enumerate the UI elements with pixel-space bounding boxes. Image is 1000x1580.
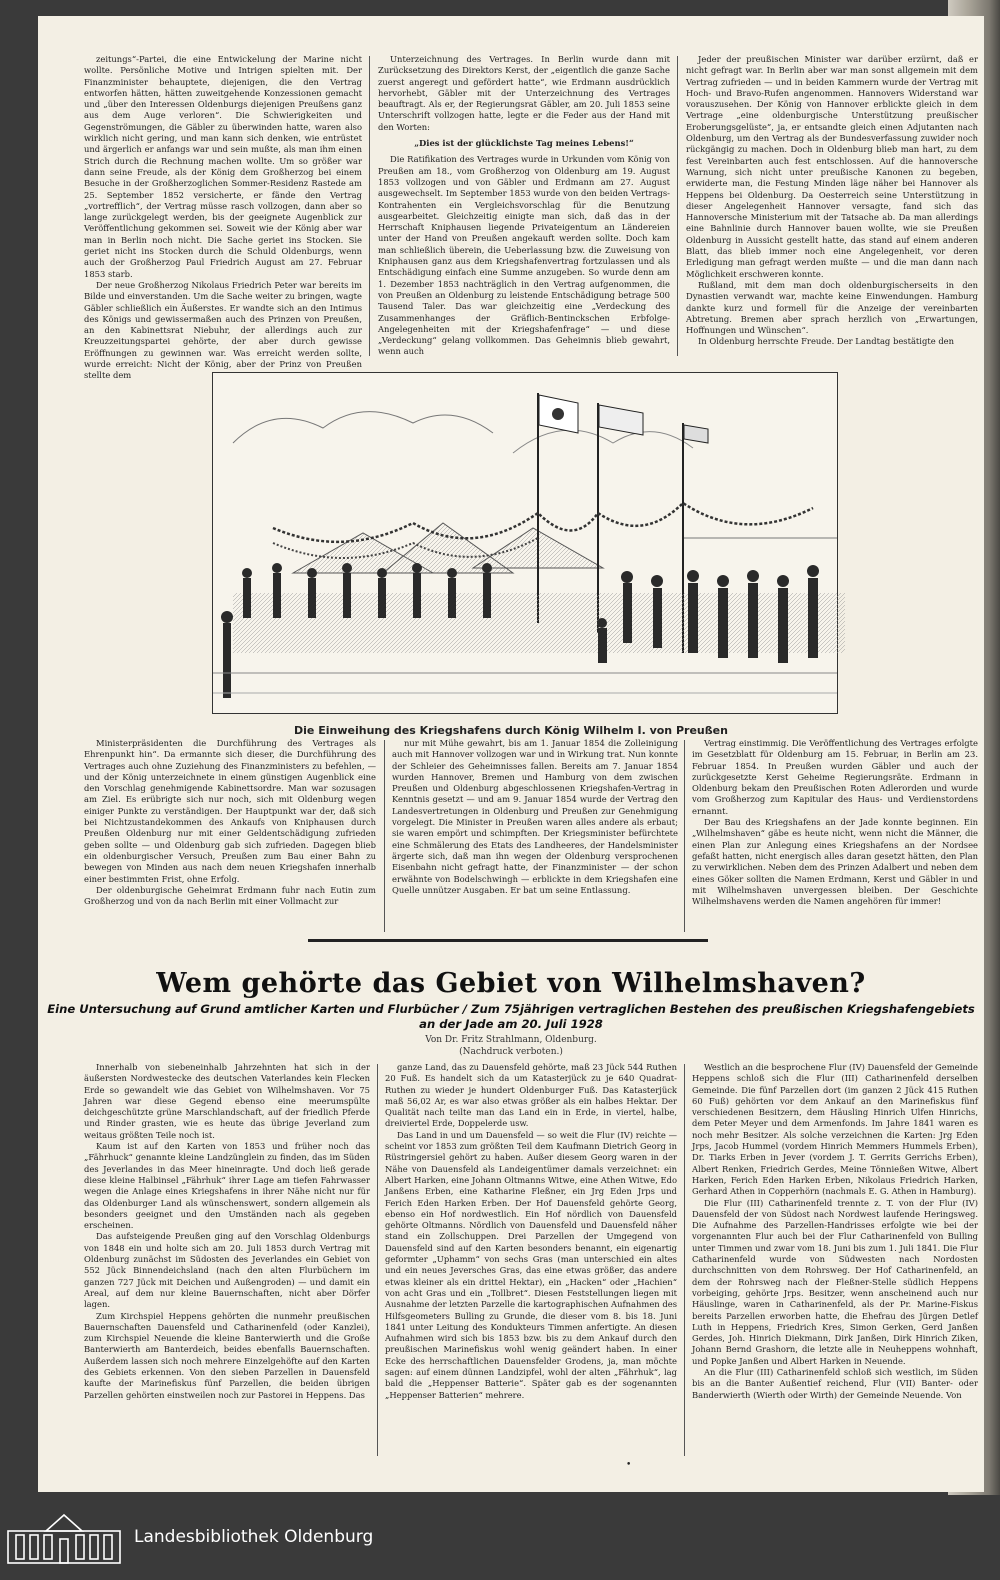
- paragraph: Innerhalb von siebeneinhalb Jahrzehnten hat sich in der äußersten Nordwestecke des deutschen Vaterlandes kein Flecken Erde so gewandelt wie das Gebiet von Wilhelmshaven. Vor 75 Jahren war diese Gegend ebenso eine meerumspülte deichgeschützte grüne Marschlandschaft, auf der friedlich Pferde und Rinder grasten, wie es heute das übrige Jeverland zum weitaus größten Teile noch ist.: [84, 1062, 370, 1140]
- paragraph: nur mit Mühe gewahrt, bis am 1. Januar 1854 die Zolleinigung auch mit Hannover vollzogen war und in Wirkung trat. Nun konnte der Schleier des Geheimnisses fallen. Bereits am 7. Januar 1854 wurden Hannover, Bremen und Hamburg von dem zwischen Preußen und Oldenburg abgeschlossenen Kriegshafen-Vertrag in Kenntnis gesetzt — und am 9. Januar 1854 wurde der Vertrag den Landesvertretungen in Oldenburg und Preußen zur Genehmigung vorgelegt. Die Minister in Preußen waren alles andere als erbaut; sie waren empört und schimpften. Der Kriegsminister befürchtete eine Schmälerung des Etats des Landheeres, der Handelsminister ärgerte sich, daß man ihn wegen der Oldenburg versprochenen Eisenbahn nicht gefragt hatte, der Finanzminister — der schon erwähnte von Bodelschwingh — erblickte in dem Kriegshafen eine Quelle unnützer Ausgaben. Er bat um seine Entlassung.: [392, 738, 678, 895]
- engraving-illustration: [212, 372, 838, 714]
- viewer-footer: [0, 1495, 1000, 1580]
- pull-quote: „Dies ist der glücklichste Tag meines Lebens!“: [414, 138, 634, 149]
- paragraph: Ministerpräsidenten die Durchführung des Vertrages als Ehrenpunkt hin“. Da ermannte sich dieser, die Durchführung des Vertrages auch ohne Zuziehung des Finanzministers zu befehlen, — und der König unterzeichnete in einem günstigen Augenblick eine den Vorschlag genehmigende Kabinettsordre. Man war sozusagen am Ziel. Es erübrigte sich nur noch, sich mit Oldenburg wegen einiger Punkte zu verständigen. Der Hauptpunkt war der, daß sich bei Nichtzustandekommen des Ankaufs von Kniphausen durch Preußen Oldenburg nur mit einer Geldentschädigung zufrieden geben sollte — und Oldenburg gab sich zufrieden. Dagegen blieb ein oldenburgischer Versuch, Preußen zum Bau einer Bahn zu bewegen von Minden aus nach dem neuen Kriegshafen innerhalb einer bestimmten Frist, ohne Erfolg.: [84, 738, 376, 884]
- paragraph: Das Land in und um Dauensfeld — so weit die Flur (IV) reichte — scheint vor 1853 zum größten Teil dem Kaufmann Dietrich Georg in Rüstringersiel gehört zu haben. Außer diesem Georg waren in der Nähe von Dauensfeld als Landeigentümer damals verzeichnet: ein Albert Harken, eine Johann Oltmanns Witwe, eine Athen Witwe, Edo Janßens Erben, eine Katharine Fleßner, ein Jrg Eden Jrps und Ferich Eden Harken Erben. Der Hof Dauensfeld gehörte Georg, ebenso ein Hof nordwestlich. Ein Hof nördlich von Dauensfeld gehörte Oltmanns. Nördlich von Dauensfeld und Dauensfeld näher stand ein Zollschuppen. Drei Parzellen der Umgegend von Dauensfeld sind auf den Karten besonders benannt, ein eigenartig geformter „Uphamm“ von sechs Gras (man unterschied ein altes und ein neues Jeversches Gras, das eine etwas größer, das andere etwas kleiner als ein drittel Hektar), ein „Hacken“ oder „Hachien“ von acht Gras und ein „Tollbret“. Diesen Feststellungen liegen mit Ausnahme der letzten Parzelle die kartographischen Aufnahmen des Hilfsgeometers Bulling zu Grunde, die dieser vom 8. bis 18. Juni 1841 unter Leitung des Kondukteurs Timmen anfertigte. An diesen Aufnahmen wird sich bis 1853 bzw. bis zu dem Ankauf durch den preußischen Marinefiskus wohl wenig geändert haben. In einer Ecke des herrschaftlichen Dauensfelder Grodens, ja, man möchte sagen: auf einem dünnen Landzipfel, wohl der alten „Fährhuk“, lag bald die „Heppenser Batterie“. Später gab es der sogenannten „Heppenser Batterien“ mehrere.: [385, 1129, 677, 1400]
- illustration-caption: Die Einweihung des Kriegshafens durch König Wilhelm I. von Preußen: [294, 724, 728, 737]
- section-divider: [308, 939, 708, 942]
- paragraph: Unterzeichnung des Vertrages. In Berlin wurde dann mit Zurücksetzung des Direktors Kerst, der „eigentlich die ganze Sache zuerst angeregt und gefördert hatte“, wie Erdmann ausdrücklich hervorhebt, Gäbler mit der Unterzeichnung des Vertrages beauftragt. Als er, der Regierungsrat Gäbler, am 20. Juli 1853 seine Unterschrift vollzogen hatte, legte er die Feder aus der Hand mit den Worten:: [378, 54, 670, 132]
- paragraph: Vertrag einstimmig. Die Veröffentlichung des Vertrages erfolgte im Gesetzblatt für Oldenburg am 15. Februar, in Berlin am 23. Februar 1854. In Preußen wurden Gäbler und auch der zurückgesetzte Kerst Geheime Regierungsräte. Erdmann in Oldenburg bekam den Preußischen Roten Adlerorden und wurde vom Großherzog zum Kapitular des Haus- und Verdienstordens ernannt.: [692, 738, 978, 816]
- column-rule: [677, 56, 678, 356]
- harbor-inauguration-engraving: [213, 373, 837, 713]
- paragraph: Westlich an die besprochene Flur (IV) Dauensfeld der Gemeinde Heppens schloß sich die Flur (III) Catharinenfeld derselben Gemeinde. Die fünf Parzellen dort (im ganzen 2 Jück 415 Ruthen 60 Fuß) gehörten vor dem Ankauf an den Marinefiskus fünf verschiedenen Besitzern, dem Häusling Hinrich Ulfen Hinrichs, dem Peter Meyer und dem Armenfonds. Im Jahre 1841 waren es noch mehr Besitzer. Als solche verzeichnen die Karten: Jrg Eden Jrps, Jacob Hummel (vordem Hinrich Memmers Hummels Erben), Dr. Tiarks Erben in Jever (vordem J. T. Gerrits Gerrichs Erben), Albert Renken, Friedrich Gerdes, Meine Tönnießen Witwe, Albert Harken, Ferich Eden Harken Erben, Nikolaus Friedrich Harken, Gerhard Athen in Copperhörn (nachmals E. G. Athen in Hamburg).: [692, 1062, 978, 1197]
- article-headline: Wem gehörte das Gebiet von Wilhelmshaven?: [156, 968, 866, 999]
- article-column-2: [385, 1062, 677, 1458]
- paragraph: Der oldenburgische Geheimrat Erdmann fuhr nach Eutin zum Großherzog und von da nach Berlin mit einer Vollmacht zur: [84, 884, 376, 907]
- author-line: Von Dr. Fritz Strahlmann, Oldenburg.: [425, 1035, 597, 1045]
- paragraph: Die Flur (III) Catharinenfeld trennte z. T. von der Flur (IV) Dauensfeld der von Südost nach Nordwest laufende Heringsweg. Die Aufnahme des Parzellen-Handrisses erfolgte wie bei der vorgenannten Flur auch bei der Flur Catharinenfeld von Bulling unter Timmen und zwar vom 18. Juni bis zum 1. Juli 1841. Die Flur Catharinenfeld wurde von Südwesten nach Nordosten durchschnitten von dem Rohrsweg. Der Hof Catharinenfeld, an dem der Rohrsweg nach der Fleßner-Stelle südlich Heppens vorbeiging, gehörte Jrps. Besitzer, wenn anscheinend auch nur Häuslinge, waren in Catharinenfeld, als der Pr. Marine-Fiskus bereits Parzellen erworben hatte, die Ehefrau des Jürgen Detlef Luth in Heppens, Friedrich Kres, Simon Gerken, Gerd Janßen Gerdes, Joh. Hinrich Diekmann, Dirk Janßen, Dirk Hinrich Ziken, Johann Bernd Grashorn, die letzte alle in Neuheppens wohnhaft, und Popke Janßen und Albert Harken in Neuende.: [692, 1197, 978, 1366]
- paragraph: In Oldenburg herrschte Freude. Der Landtag bestätigte den: [698, 336, 955, 347]
- library-name: Landesbibliothek Oldenburg: [134, 1527, 374, 1547]
- column-rule: [684, 1064, 685, 1456]
- mid-column-2: [392, 738, 678, 933]
- paragraph: An die Flur (III) Catharinenfeld schloß sich westlich, im Süden bis an die Banter Außentief reichend, Flur (VII) Banter- oder Banderwierth (Wierth oder Wirth) der Gemeinde Neuende. Von: [692, 1367, 978, 1400]
- paragraph: Rußland, mit dem man doch oldenburgischerseits in den Dynastien verwandt war, machte keine Einwendungen. Hamburg dankte kurz und formell für die Anzeige der vereinbarten Abtretung. Bremen aber sprach herzlich von „Erwartungen, Hoffnungen und Wünschen“.: [686, 279, 978, 336]
- column-rule: [369, 56, 370, 356]
- top-column-1: [84, 54, 362, 381]
- top-column-3: [686, 54, 978, 358]
- top-column-2: [378, 54, 670, 358]
- column-rule: [384, 740, 385, 932]
- paragraph: Jeder der preußischen Minister war darüber erzürnt, daß er nicht gefragt war. In Berlin aber war man sonst allgemein mit dem Vertrag zufrieden — und in beiden Kammern wurde der Vertrag mit Hoch- und Bravo-Rufen angenommen. Hannovers Widerstand war vorauszusehen. Der König von Hannover erblickte gleich in dem Vertrage „eine oldenburgische Unterstützung preußischer Eroberungsgelüste“, ja, er entsandte gleich einen Adjutanten nach Oldenburg, um den Vertrag als der Bundesverfassung zuwider noch rückgängig zu machen. Doch in Oldenburg blieb man hart, zu dem fest Vereinbarten auch fest entschlossen. Auf die hannoversche Warnung, sich nicht unter preußische Kanonen zu begeben, erwiderte man, die Festung Minden läge näher bei Hannover als Heppens bei Oldenburg. Da Oesterreich seine Unterstützung in dieser Angelegenheit Hannover versagte, fand sich das Hannoversche Ministerium mit der Tatsache ab. Da man allerdings eine Bahnlinie durch Hannover bauen wollte, wie sie Preußen Oldenburg in Aussicht gestellt hatte, das stand auf einem anderen Blatt, das blieb immer noch eine Angelegenheit, vor deren Erledigung man gefragt werden mußte — und die man dann nach Möglichkeit erschweren konnte.: [686, 54, 978, 279]
- paragraph: Zum Kirchspiel Heppens gehörten die nunmehr preußischen Bauernschaften Dauensfeld und Catharinenfeld (oder Kanzlei), zum Kirchspiel Neuende die kleine Banterwierth und die Große Banterwierth am Banterdeich, beides ebenfalls Bauernschaften. Außerdem lassen sich noch mehrere Einzelgehöfte auf den Karten des Gebiets erkennen. Von den sieben Parzellen in Dauensfeld kaufte der Marinefiskus fünf Parzellen, die beiden übrigen Parzellen gehörten einstweilen noch zur Pastorei in Heppens. Das: [84, 1310, 370, 1400]
- reprint-note: (Nachdruck verboten.): [459, 1047, 563, 1057]
- paragraph: Der neue Großherzog Nikolaus Friedrich Peter war bereits im Bilde und einverstanden. Um die Sache weiter zu bringen, wagte Gäbler schließlich ein Äußerstes. Er wandte sich an den Intimus des Königs und gewissermaßen auch des Prinzen von Preußen, an den Kabinettsrat Niebuhr, der allerdings auch zur Kreuzzeitungspartei gehörte, der aber durch gewisse Eröffnungen zu gewinnen war. Was erreicht werden sollte, wurde erreicht: Nicht der König, aber der Prinz von Preußen stellte dem: [84, 279, 362, 381]
- column-rule: [377, 1064, 378, 1456]
- article-byline: [38, 1034, 984, 1058]
- article-column-1: [84, 1062, 370, 1458]
- paragraph: Das aufsteigende Preußen ging auf den Vorschlag Oldenburgs von 1848 ein und holte sich am 20. Juli 1853 durch Vertrag mit Oldenburg zunächst im Südosten des Jeverlandes ein Gebiet von 552 Jück Binnendeichsland (nach den alten Flurbüchern im ganzen 727 Jück mit Deichen und Außengroden) — und damit ein Areal, auf dem nur kleine Bauernschaften, nicht aber Dörfer lagen.: [84, 1231, 370, 1310]
- article-subheadline: Eine Untersuchung auf Grund amtlicher Karten und Flurbücher / Zum 75jährigen vertraglichen Bestehen des preußischen Kriegshafengebiets an der Jade am 20. Juli 1928: [47, 1002, 975, 1031]
- paragraph: Die Ratifikation des Vertrages wurde in Urkunden vom König von Preußen am 18., vom Großherzog von Oldenburg am 19. August 1853 vollzogen und von Gäbler und Erdmann am 27. August ausgewechselt. Im September 1853 wurde von den beiden Vertrags-Kontrahenten ein Vergleichsvorschlag für die Benutzung ausgearbeitet. Gleichzeitig einigte man sich, daß das in der Herrschaft Kniphausen liegende Privateigentum an Ländereien unter der Hand von Preußen angekauft werden sollte. Doch kam man schließlich überein, die Ueberlassung bzw. die Zuweisung von Kniphausen ganz aus dem Kriegshafenvertrag fortzulassen und als Entschädigung einfach eine Summe anzugeben. So wurde denn am 1. Dezember 1853 nachträglich in den Vertrag aufgenommen, die von Preußen an Oldenburg zu leistende Entschädigung betrage 500 Tausend Taler. Das war gleichzeitig eine „Verdeckung des Zusammenhanges der Gräflich-Bentinckschen Erbfolge-Angelegenheiten mit der Kriegshafenfrage“ — und diese „Verdeckung“ gelang vollkommen. Das Geheimnis blieb gewahrt, wenn auch: [378, 154, 670, 357]
- paragraph: ganze Land, das zu Dauensfeld gehörte, maß 23 Jück 544 Ruthen 20 Fuß. Es handelt sich da um Katasterjück zu je 640 Quadrat-Ruthen zu wieder je hundert Oldenburger Fuß. Das Katasterjück maß 56,02 Ar, es war also etwas größer als ein halbes Hektar. Der Qualität nach teilte man das Land ein in Erde, in viertel, halbe, dreiviertel Erde, Doppelerde usw.: [385, 1062, 677, 1129]
- library-building-icon: [6, 1513, 122, 1565]
- paragraph: zeitungs“-Partei, die eine Entwickelung der Marine nicht wollte. Persönliche Motive und Intrigen spielten mit. Der Finanzminister behauptete, diejenigen, die den Vertrag entworfen hätten, hätten zuweitgehende Konzessionen gemacht und „über den Interessen Oldenburgs diejenigen Preußens ganz aus dem Auge verloren“. Die Schwierigkeiten und Gegenströmungen, die Gäbler zu überwinden hatte, waren also wirklich nicht gering, und man kann sich denken, wie entrüstet und ärgerlich er anfangs war und sein mußte, als man ihm einen Strich durch die Rechnung machen wollte. Um so größer war dann seine Freude, als der König dem Großherzog bei einem Besuche in der Großherzoglichen Sommer-Residenz Rastede am 25. September 1852 versicherte, er fände den Vertrag „vortrefflich“, der Vertrag müsse rasch vollzogen, dann aber so lange zurückgelegt werden, bis der geeignete Augenblick zur Veröffentlichung gekommen sei. Soweit wie der König aber war man in Berlin noch nicht. Die Sache geriet ins Stocken. Sie geriet nicht ins Stocken durch die Schuld Oldenburgs, wenn auch der Großherzog Paul Friedrich August am 27. Februar 1853 starb.: [84, 54, 362, 279]
- mid-column-1: [84, 738, 376, 933]
- paragraph: Der Bau des Kriegshafens an der Jade konnte beginnen. Ein „Wilhelmshaven“ gäbe es heute nicht, wenn nicht die Männer, die einen Plan zur Anlegung eines Kriegshafens an der Nordsee gefaßt hatten, nicht energisch alles daran gesetzt hätten, den Plan zu verwirklichen. Neben dem des Prinzen Adalbert und neben dem eines Göker sollten die Namen Erdmann, Kerst und Gäbler in und mit Wilhelmshaven unvergessen bleiben. Der Geschichte Wilhelmshavens werden die Namen angehören für immer!: [692, 817, 978, 907]
- paragraph: Kaum ist auf den Karten von 1853 und früher noch das „Fährhuck“ genannte kleine Landzünglein zu finden, das im Süden des Jeverlandes in das Meer hineinragte. Und doch ließ gerade diese kleine Halbinsel „Fährhuk“ ihrer Lage am tiefen Fahrwasser wegen die Anlage eines Kriegshafens in ihrer Nähe nicht nur für das Oldenburger Land als wünschenswert, sondern allgemein als besonders geeignet und den Umständen nach als gegeben erscheinen.: [84, 1141, 370, 1231]
- column-rule: [684, 740, 685, 932]
- mid-column-3: [692, 738, 978, 933]
- page-mark: •: [626, 1460, 632, 1470]
- newspaper-page: [38, 16, 984, 1492]
- article-column-3: [692, 1062, 978, 1458]
